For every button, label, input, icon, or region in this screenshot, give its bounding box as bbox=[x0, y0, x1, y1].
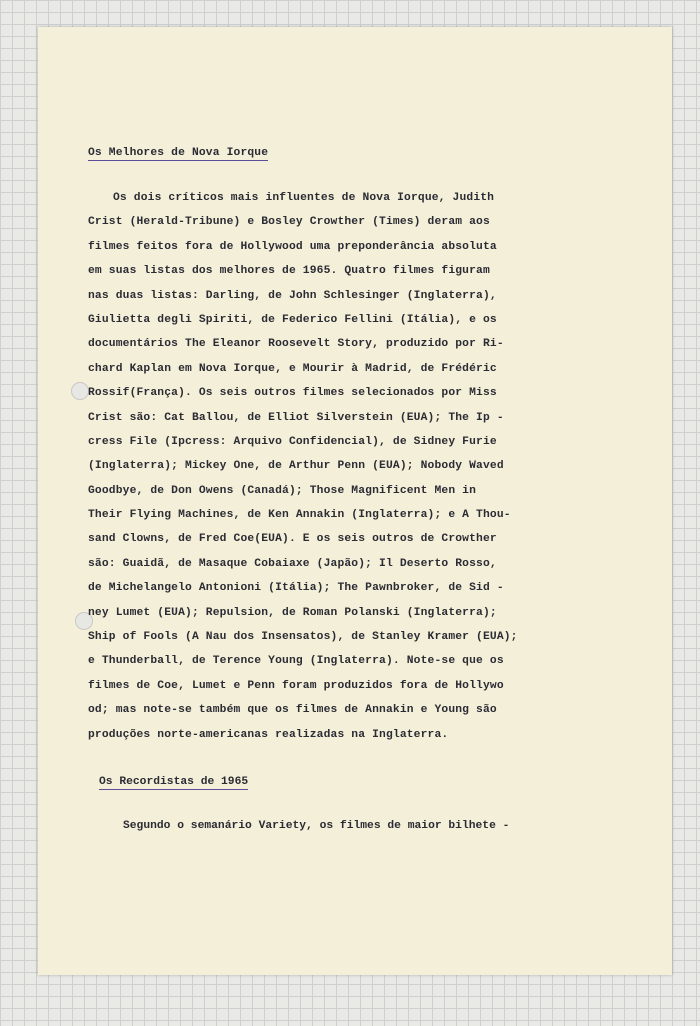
text-line: filmes de Coe, Lumet e Penn foram produzidos fora de Hollywo bbox=[88, 679, 504, 692]
text-line: Their Flying Machines, de Ken Annakin (Inglaterra); e A Thou- bbox=[88, 509, 511, 522]
text-line: cress File (Ipcress: Arquivo Confidencial), de Sidney Furie bbox=[88, 435, 497, 448]
text-line: nas duas listas: Darling, de John Schlesinger (Inglaterra), bbox=[88, 289, 497, 302]
document-body bbox=[88, 147, 558, 747]
text-line: produções norte-americanas realizadas na Inglaterra. bbox=[88, 728, 449, 741]
text-line: Os dois críticos mais influentes de Nova Iorque, Judith bbox=[113, 192, 495, 204]
text-line: (Inglaterra); Mickey One, de Arthur Penn (EUA); Nobody Waved bbox=[88, 460, 504, 473]
text-line: em suas listas dos melhores de 1965. Quatro filmes figuram bbox=[88, 265, 490, 278]
text-line: são: Guaidã, de Masaque Cobaiaxe (Japão); Il Deserto Rosso, bbox=[88, 557, 497, 570]
text-line: Ship of Fools (A Nau dos Insensatos), de Stanley Kramer (EUA); bbox=[88, 631, 518, 644]
text-line: Goodbye, de Don Owens (Canadá); Those Magnificent Men in bbox=[88, 484, 477, 497]
text-line: chard Kaplan em Nova Iorque, e Mourir à Madrid, de Frédéric bbox=[88, 362, 497, 375]
text-line: documentários The Eleanor Roosevelt Story, produzido por Ri- bbox=[88, 338, 504, 351]
punch-hole-top bbox=[71, 382, 89, 400]
text-line: od; mas note-se também que os filmes de Annakin e Young são bbox=[88, 704, 497, 717]
section-title-2: Os Recordistas de 1965 bbox=[99, 776, 249, 788]
text-line: de Michelangelo Antonioni (Itália); The Pawnbroker, de Sid - bbox=[88, 582, 504, 595]
text-line: Giulietta degli Spiriti, de Federico Fellini (Itália), e os bbox=[88, 313, 497, 326]
text-line: ney Lumet (EUA); Repulsion, de Roman Polanski (Inglaterra); bbox=[88, 606, 497, 619]
paragraph-1 bbox=[88, 186, 558, 747]
text-line: Rossif(França). Os seis outros filmes selecionados por Miss bbox=[88, 387, 497, 400]
text-line: sand Clowns, de Fred Coe(EUA). E os seis outros de Crowther bbox=[88, 533, 497, 546]
text-line: e Thunderball, de Terence Young (Inglaterra). Note-se que os bbox=[88, 655, 504, 668]
text-line: Crist são: Cat Ballou, de Elliot Silverstein (EUA); The Ip - bbox=[88, 411, 504, 424]
text-line: filmes feitos fora de Hollywood uma preponderância absoluta bbox=[88, 240, 497, 253]
text-line: Crist (Herald-Tribune) e Bosley Crowther (Times) deram aos bbox=[88, 216, 490, 229]
section-title-1: Os Melhores de Nova Iorque bbox=[88, 147, 269, 159]
paragraph-2-start: Segundo o semanário Variety, os filmes de maior bilhete - bbox=[123, 820, 510, 832]
